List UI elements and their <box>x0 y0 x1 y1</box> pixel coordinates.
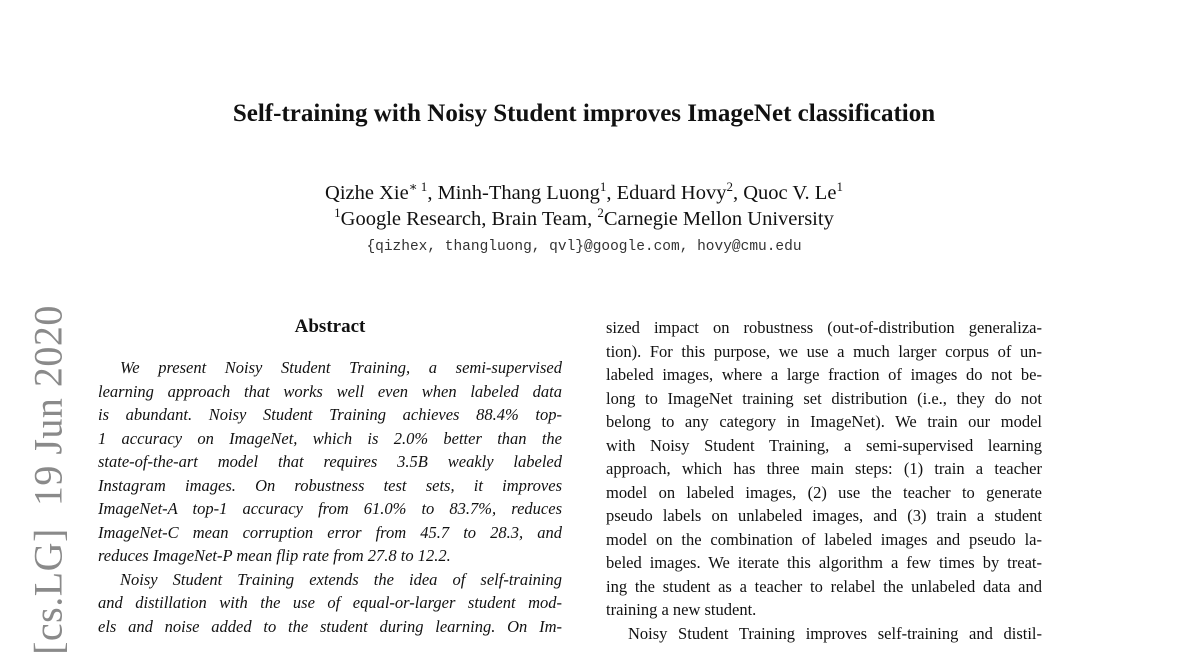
author-name: Quoc V. Le <box>743 182 837 204</box>
text-line: pseudo labels on unlabeled images, and (3) train a student <box>606 506 1042 525</box>
text-line: reduces ImageNet-P mean flip rate from 27.8 to 12.2. <box>98 546 451 565</box>
text-line: els and noise added to the student during learning. On Im- <box>98 616 562 636</box>
author-separator: , <box>606 182 617 204</box>
text-line: training a new student. <box>606 600 757 619</box>
text-line: ImageNet-C mean corruption error from 45.7 to 28.3, and <box>98 522 562 542</box>
text-line: model on labeled images, (2) use the teacher to generate <box>606 482 1042 502</box>
text-line: and distillation with the use of equal-or-larger student mod- <box>98 593 562 612</box>
abstract-heading: Abstract <box>294 316 366 337</box>
author-names <box>0 180 1168 206</box>
author-mark: ∗ 1 <box>408 179 428 195</box>
author-name: Eduard Hovy <box>616 182 727 204</box>
right-column <box>606 316 1042 645</box>
paper-title: Self-training with Noisy Student improves ImageNet classification <box>232 100 936 127</box>
text-line: long to ImageNet training set distribution (i.e., they do not <box>606 388 1042 408</box>
text-line: Instagram images. On robustness test sets, it improves <box>98 475 562 495</box>
affiliation-name: Google Research, Brain Team <box>340 208 588 230</box>
text-line: model on the combination of labeled images and pseudo la- <box>606 529 1042 549</box>
author-separator: , <box>732 182 744 204</box>
text-line: approach, which has three main steps: (1) train a teacher <box>606 459 1042 478</box>
author-mark: 1 <box>836 179 843 195</box>
text-line: ImageNet-A top-1 accuracy from 61.0% to 83.7%, reduces <box>98 499 562 518</box>
text-line: Noisy Student Training extends the idea of self-training <box>120 569 562 589</box>
text-line: with Noisy Student Training, a semi-supervised learning <box>606 435 1042 455</box>
affiliation-name: Carnegie Mellon University <box>603 208 834 230</box>
text-line: We present Noisy Student Training, a semi-supervised <box>120 358 562 377</box>
text-line: belong to any category in ImageNet). We train our model <box>606 412 1042 431</box>
left-column <box>98 314 562 638</box>
arxiv-date: 19 Jun 2020 <box>25 305 71 507</box>
text-line: ing the student as a teacher to relabel the unlabeled data and <box>606 576 1042 596</box>
affiliation-separator: , <box>587 208 598 230</box>
arxiv-stamp <box>25 305 72 655</box>
text-line: learning approach that works well even when labeled data <box>98 381 562 401</box>
author-name: Minh-Thang Luong <box>437 182 600 204</box>
author-separator: , <box>427 182 438 204</box>
text-line: is abundant. Noisy Student Training achieves 88.4% top- <box>98 405 562 424</box>
author-emails: {qizhex, thangluong, qvl}@google.com, hovy@cmu.edu <box>366 239 802 255</box>
affiliation-mark: 1 <box>334 205 341 221</box>
text-line: labeled images, where a large fraction of images do not be- <box>606 365 1042 384</box>
text-line: tion). For this purpose, we use a much larger corpus of un- <box>606 341 1042 361</box>
text-line: beled images. We iterate this algorithm a few times by treat- <box>606 553 1042 572</box>
abstract-body <box>98 356 562 638</box>
author-mark: 1 <box>599 179 607 195</box>
author-mark: 2 <box>726 179 733 195</box>
affiliations <box>0 206 1168 232</box>
text-line: 1 accuracy on ImageNet, which is 2.0% better than the <box>98 428 562 448</box>
text-line: Noisy Student Training improves self-training and distil- <box>628 623 1042 643</box>
author-block <box>0 180 1168 232</box>
text-line: sized impact on robustness (out-of-distribution generaliza- <box>606 318 1042 337</box>
affiliation-mark: 2 <box>597 205 604 221</box>
arxiv-category: [cs.LG] <box>25 528 71 655</box>
text-line: state-of-the-art model that requires 3.5B weakly labeled <box>98 452 562 471</box>
author-name: Qizhe Xie <box>325 182 409 204</box>
